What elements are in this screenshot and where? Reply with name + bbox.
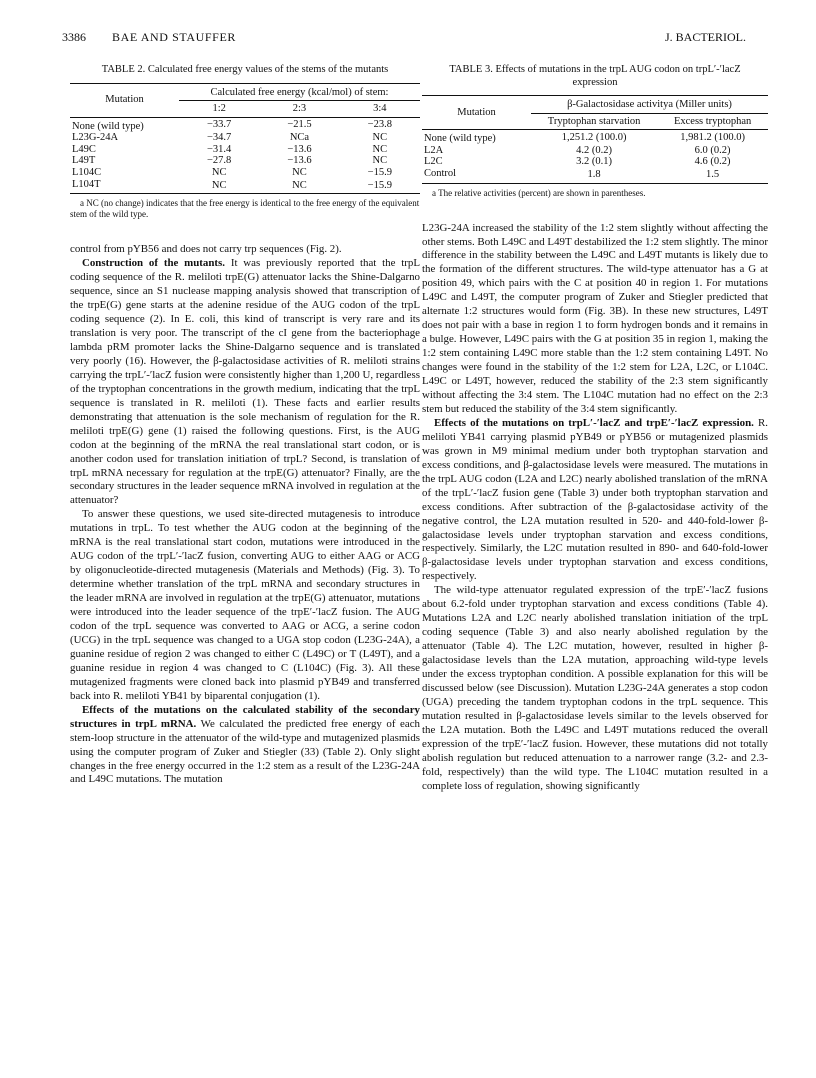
table-2-mutation: L49T (72, 155, 96, 167)
table-3-mutation: Control (424, 167, 457, 179)
table-3-mutation: None (wild type) (424, 133, 496, 145)
table-2-cell: −34.7 (207, 132, 232, 144)
paragraph-text: We calculated the predicted free energy of each stem-loop structure in the attenuator of the wild-type and mutagenized plasmids using the computer program of Zuker and Stiegler (33) (Table 2). Only slight changes in the free energy occurred in the 1:2 stem as a result of the L23G-24A and L49C mutations. The mutation (70, 717, 420, 786)
paragraph-text: It was previously reported that the trpL coding sequence of the R. meliloti trpE(G) attenuator lacks the Shine-Dalgarno sequence, since an S1 nuclease mapping analysis showed that transcription of the trpE(G) gene starts at the adenine residue of the AUG codon of the trpL coding sequence (2). In E. coli, this kind of transcript is very rare and its translation is very poor. The transcript of the cI gene from the bacteriophage lambda pRM promoter lacks the Shine-Dalgarno sequence and is translated very poorly (16). However, the β-galactosidase activities of R. meliloti strains carrying the trpL′-′lacZ fusion were consistently higher than 1,200 U, regardless of the tryptophan concentrations in the growth medium, indicating that the trpL sequence is translated in R. meliloti (1). These facts and earlier results demonstrating that attenuation is the sole mechanism of regulation for the R. meliloti trpE(G) gene (1) raised the following questions. First, is the AUG codon at the beginning of the mRNA the real translational start codon, or is another codon used for translation initiation of trpL? Second, is translation of trpL mRNA necessary for regulation at the trpE(G) attenuator? Finally, are the secondary structures in the leader sequence mRNA involved in regulation at the attenuator? (70, 257, 420, 507)
table-2-cell: NCa (289, 132, 310, 144)
paragraph (422, 417, 768, 584)
table-2-cell: NC (372, 143, 388, 155)
left-column (70, 60, 420, 787)
table-2-col-mutation: Mutation (70, 83, 179, 117)
paragraph-text: R. meliloti YB41 carrying plasmid pYB49 or pYB56 or mutagenized plasmids was grown in M9 minimal medium under both tryptophan starvation and excess conditions, and β-galactosidase levels were measured. The mutations in the trpL AUG codon (L2A and L2C) nearly abolished translation of the mRNA of the trpL′-′lacZ fusion gene (Table 3) under both tryptophan starvation and excess conditions. After subtraction of the β-galactosidase activity of the negative control, the L2A mutation resulted in 520- and 440-fold-lower β-galactosidase levels under tryptophan starvation and excess conditions, respectively. Similarly, the L2C mutation resulted in 890- and 640-fold-lower β-galactosidase levels under tryptophan starvation and excess conditions, respectively. (422, 416, 768, 583)
table-2-stem-header: 1:2 (212, 103, 226, 115)
table-2-caption: TABLE 2. Calculated free energy values of the stems of the mutants (101, 64, 389, 75)
page-number: 3386 (62, 30, 86, 44)
table-2-cell: −21.5 (287, 119, 312, 131)
table-3 (422, 64, 768, 199)
paragraph (70, 704, 420, 788)
paragraph: The wild-type attenuator regulated expression of the trpE′-′lacZ fusions about 6.2-fold under tryptophan starvation and excess conditions (Table 4). Mutations L2A and L2C nearly abolished translation initiation of the trpL coding sequence (Table 3) and also nearly abolished regulation by the attenuator (Table 4). The L2C mutation, however, resulted in higher β-galactosidase levels than the L2A mutation, approaching wild-type levels under the excess tryptophan condition. A possible explanation for this will be discussed below (see Discussion). Mutation L23G-24A generates a stop codon (UGA) preceding the tandem tryptophan codons in the trpL sequence. This mutation resulted in β-galactosidase levels similar to the levels observed for the L2A mutation. Both the L49C and L49T mutations reduced the overall expression of the trpE′-′lacZ fusion. However, these mutations did not totally abolish regulation but reduced attenuation to a narrower range (3.2- and 2.3-fold, respectively) than the wild type. The L104C mutation resulted in a complete loss of regulation, showing significantly (422, 584, 768, 792)
table-3-cell: 3.2 (0.1) (576, 156, 613, 168)
table-2-cell: NC (292, 180, 307, 192)
journal-name: J. BACTERIOL. (665, 30, 746, 44)
section-heading: Effects of the mutations on trpL′-′lacZ and trpE′-′lacZ expression. (434, 416, 754, 429)
right-column (422, 60, 768, 794)
table-2-cell: −31.4 (207, 143, 232, 155)
table-2-cell: −15.9 (367, 180, 392, 192)
table-2-mutation: L104C (72, 167, 102, 179)
table-3-footnote: a The relative activities (percent) are shown in parentheses. (432, 187, 646, 198)
table-3-cell: 4.6 (0.2) (694, 156, 731, 168)
table-2-cell: −23.8 (367, 119, 392, 131)
table-3-mutation: L2C (424, 156, 443, 168)
paragraph (70, 257, 420, 508)
table-3-col-mutation: Mutation (422, 96, 531, 130)
running-authors: BAE AND STAUFFER (112, 30, 236, 44)
table-2-stem-header: 2:3 (292, 103, 307, 115)
table-2-cell: −33.7 (207, 119, 232, 131)
table-2-cell: −27.8 (207, 155, 232, 167)
table-3-caption: TABLE 3. Effects of mutations in the trpL AUG codon on trpL′-′lacZ expression (449, 64, 741, 88)
table-3-cell: 1.5 (706, 169, 720, 181)
table-3-cell: 1,981.2 (100.0) (680, 131, 745, 143)
table-3-cell: 6.0 (0.2) (694, 144, 731, 156)
table-2-mutation: L49C (72, 143, 96, 155)
table-2-cell: −13.6 (287, 155, 312, 167)
paragraph: L23G-24A increased the stability of the 1:2 stem slightly without affecting the other stems. Both L49C and L49T destabilized the 1:2 stem slightly. The minor difference in the stability between the L49C and L49T mutants is likely due to the formation of the different structures. The wild-type attenuator has a G at position 49, which pairs with the C at position 40 in region 1. For mutations L49C and L49T, the computer program of Zuker and Stiegler predicted that alternate 1:2 structures would form (Fig. 3B). In these new structures, L49T does not pair with a base in region 1 to form hydrogen bonds and it remains in a bulge. However, L49C pairs with the G at position 35 in region 1, making the 1:2 stem containing L49C more stable than the 1:2 stem containing L49T. No changes were found in the stability of the 1:2 stem for L2A, L2C, or L104C. L49C or L49T, however, reduced the stability of the 2:3 stem significantly without affecting the 3:4 stem. The L104C mutation had no effect on the 2:3 stem but reduced the stability of the 3:4 stem significantly. (422, 221, 768, 415)
table-2-cell: NC (372, 155, 388, 167)
table-2-cell: NC (292, 167, 307, 179)
table-2-stem-header: 3:4 (373, 103, 387, 115)
table-3-cell: 4.2 (0.2) (576, 144, 613, 156)
table-2-cell: NC (372, 132, 388, 144)
paragraph: control from pYB56 and does not carry trp sequences (Fig. 2). (70, 243, 342, 256)
table-2-mutation: L104T (72, 178, 101, 190)
table-3-col-header: Tryptophan starvation (547, 115, 641, 127)
table-2 (70, 64, 420, 220)
table-2-cell: NC (211, 180, 227, 192)
table-3-cell: 1.8 (587, 169, 601, 181)
section-heading: Construction of the mutants. (82, 257, 226, 270)
table-2-cell: NC (211, 167, 227, 179)
table-3-col-group: β-Galactosidase activitya (Miller units) (531, 96, 768, 114)
table-3-col-header: Excess tryptophan (673, 115, 752, 127)
table-2-mutation: L23G-24A (72, 132, 119, 144)
table-2-col-group: Calculated free energy (kcal/mol) of stem: (179, 83, 420, 101)
paragraph: To answer these questions, we used site-directed mutagenesis to introduce mutations in trpL. To test whether the AUG codon at the beginning of the mRNA is the real translational start codon, mutations were introduced in the AUG codon of the trpL′-′lacZ fusion, converting AUG to either AAG or ACG by oligonucleotide-directed mutagenesis (Materials and Methods) (Fig. 3). To determine whether translation of the trpL mRNA and secondary structures in the leader mRNA are involved in regulation at the trpE(G) attenuator, mutations were introduced into the leader sequence of the trpE′-′lacZ fusion. The AUG codon of the trpL sequence was converted to AAG or ACG, a serine codon (UCG) in the trpL sequence was changed to a UGA stop codon (L23G-24A), a guanine residue of region 2 was changed to either C (L49C) or T (L49T), and a guanine residue in region 4 was changed to C (L104C) (Fig. 3). All these mutagenized fragments were cloned back into plasmid pYB49 and transferred back into R. meliloti YB41 by biparental conjugation (1). (70, 508, 420, 702)
table-2-cell: −15.9 (367, 167, 392, 179)
section-heading: Effects of the mutations on the calculated stability of the secondary structures in trpL mRNA. (70, 703, 420, 730)
table-2-mutation: None (wild type) (72, 120, 144, 132)
table-2-footnote: a NC (no change) indicates that the free energy is identical to the free energy of the equivalent stem of the wild type. (70, 198, 420, 220)
running-header (62, 30, 746, 50)
table-2-cell: −13.6 (287, 143, 312, 155)
table-3-mutation: L2A (424, 144, 444, 156)
table-3-cell: 1,251.2 (100.0) (561, 131, 627, 143)
